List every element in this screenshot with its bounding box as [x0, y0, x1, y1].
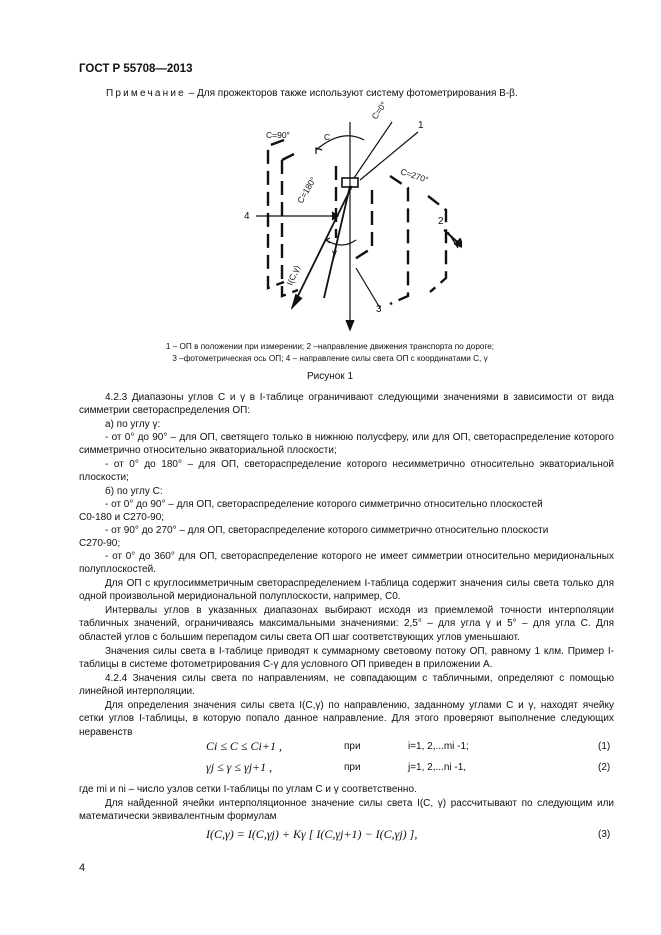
para-intervals: Интервалы углов в указанных диапазонах выбирают исходя из приемлемой точности интерполяции табличных значений, ограничиваясь максимальными значениями: 2,5° – для угла γ и 5° – для угла C. Для областей углов с большим перепадом силы света ОП шаг соответствующих углов уменьшают.	[79, 605, 614, 643]
para-c-0-90: - от 0° до 90° – для ОП, светораспределение которого симметрично относительно плоскостей	[105, 499, 543, 510]
label-c0: C=0°	[369, 99, 389, 122]
label-icy: I(C,γ)	[284, 263, 302, 287]
para-4-2-4: 4.2.4 Значения силы света по направлениям, не совпадающим с табличными, определяют с помощью линейной интерполяции.	[79, 673, 614, 698]
para-node-counts: где mi и ni – число узлов сетки I-таблицы по углам C и γ соответственно.	[79, 784, 417, 795]
para-gamma-0-180: - от 0° до 180° – для ОП, светораспределение которого несимметрично относительно экваториальной плоскости;	[79, 459, 614, 484]
page-number: 4	[79, 862, 86, 874]
para-gamma-heading: а) по углу γ:	[105, 419, 161, 430]
para-normalization: Значения силы света в I-таблице приводят к суммарному световому потоку ОП, равному 1 клм. Пример I-таблицы в системе фотометрирования C-γ для условного ОП приведен в приложении А.	[79, 646, 614, 671]
para-round-symmetric: Для ОП с круглосимметричным светораспределением I-таблица содержит значения силы света только для одной произвольной меридиональной полуплоскости, например, C0.	[79, 578, 614, 603]
equation-2-condition-word: при	[344, 762, 361, 773]
equation-1: Ci ≤ C ≤ Ci+1 ,	[206, 739, 282, 753]
label-c90: C=90°	[266, 130, 290, 140]
equation-2-condition: j=1, 2,...ni -1,	[408, 762, 467, 773]
label-gamma: γ	[332, 248, 337, 259]
equation-2-number: (2)	[598, 762, 611, 773]
para-c-0-90-planes: C0-180 и C270-90;	[79, 512, 165, 523]
equation-2: γj ≤ γ ≤ γj+1 ,	[206, 760, 273, 774]
equation-3-number: (3)	[598, 829, 611, 840]
figure-caption-line2: 3 –фотометрическая ось ОП; 4 – направление силы света ОП с координатами C, γ	[172, 354, 488, 363]
para-c-90-270: - от 90° до 270° – для ОП, светораспределение которого симметрично относительно плоскости	[105, 525, 549, 536]
label-n1: 1	[418, 120, 424, 131]
figure-caption-line1: 1 – ОП в положении при измерении; 2 –направление движения транспорта по дороге;	[165, 342, 495, 351]
para-gamma-0-90: - от 0° до 90° – для ОП, светящего только в нижнюю полусферу, или для ОП, светораспределение которого симметрично относительно экваториальной плоскости;	[79, 432, 614, 457]
para-4-2-3: 4.2.3 Диапазоны углов C и γ в I-таблице ограничивают следующими значениями в зависимости от вида симметрии светораспределения ОП:	[79, 392, 614, 417]
label-c270: C=270°	[399, 166, 430, 185]
equation-1-condition: i=1, 2,...mi -1;	[408, 741, 469, 752]
figure-1-diagram	[232, 98, 462, 340]
label-n4: 4	[244, 211, 250, 222]
standard-header: ГОСТ Р 55708—2013	[79, 63, 193, 75]
equation-1-number: (1)	[598, 741, 611, 752]
para-c-90-270-plane: C270-90;	[79, 538, 121, 549]
label-n3: 3	[376, 304, 382, 315]
equation-3: I(C,γ) = I(C,γj) + Kγ [ I(C,γj+1) − I(C,γj) ],	[206, 827, 418, 841]
figure-title: Рисунок 1	[306, 371, 354, 382]
para-interpolation: Для найденной ячейки интерполяционное значение силы света I(C, γ) рассчитывают по следующим или математически эквивалентным формулам	[79, 798, 614, 823]
note-text: – Для прожекторов также используют систему фотометрирования B-β.	[185, 88, 518, 99]
equation-1-condition-word: при	[344, 741, 361, 752]
para-cell-search: Для определения значения силы света I(C,γ) по направлению, заданному углами C и γ, находят ячейку сетки углов I-таблицы, в которую попало данное направление. Для этого проверяют выполнение следующих неравенств	[79, 700, 614, 738]
label-c: C	[324, 132, 331, 142]
label-c180: C=180°	[295, 175, 319, 205]
label-n2: 2	[438, 216, 444, 227]
note-lead: Примечание	[106, 88, 186, 99]
para-c-0-360: - от 0° до 360° для ОП, светораспределение которого не имеет симметрии относительно меридиональных полуплоскостей.	[79, 551, 614, 576]
para-c-heading: б) по углу C:	[105, 486, 163, 497]
